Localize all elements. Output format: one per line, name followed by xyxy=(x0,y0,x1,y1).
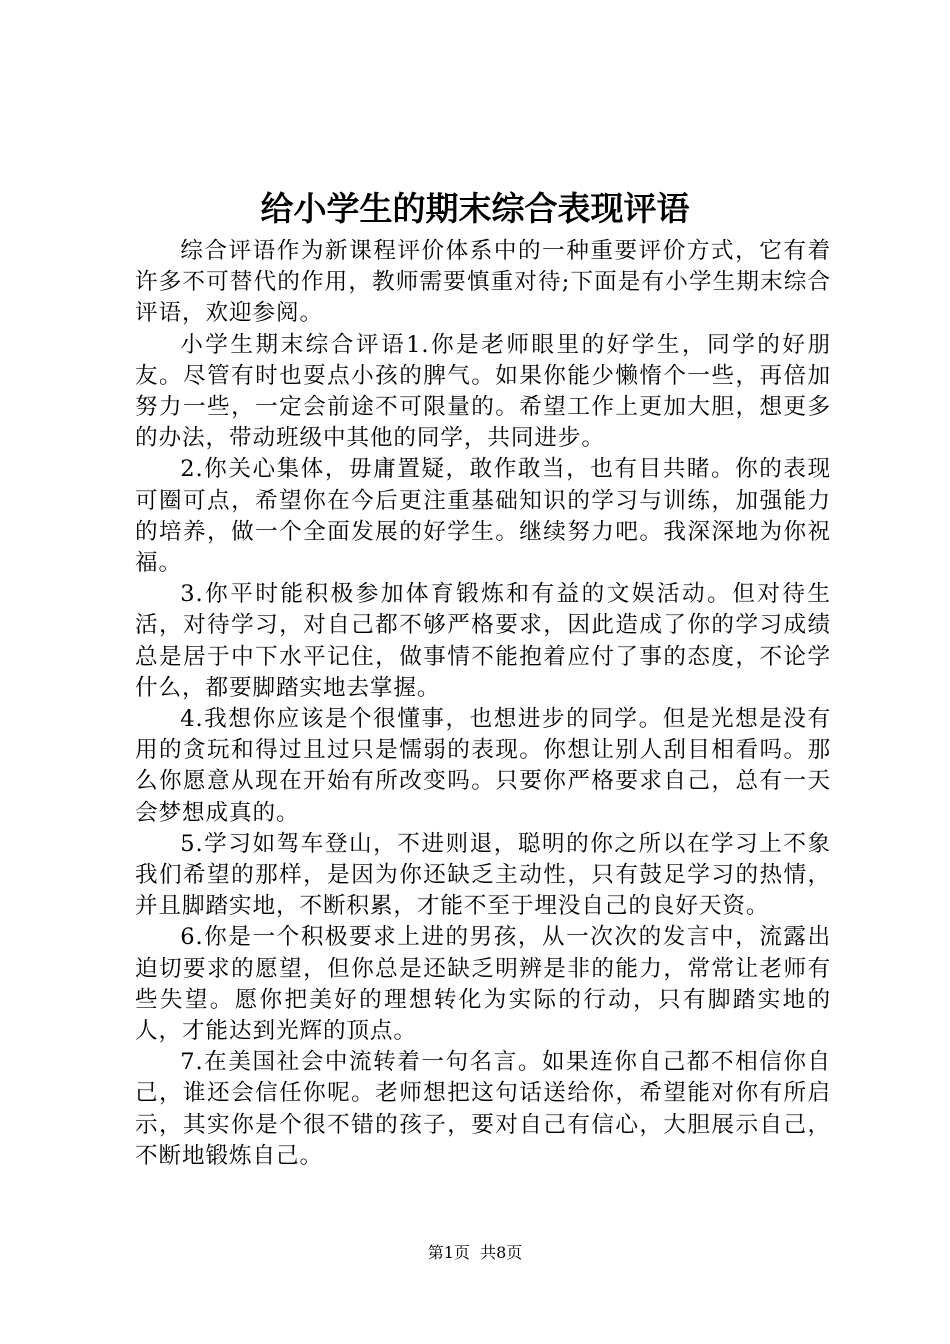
paragraph-comment-7: 7.在美国社会中流转着一句名言。如果连你自己都不相信你自己，谁还会信任你呢。老师想把这句话送给你，希望能对你有所启示，其实你是个很不错的孩子，要对自己有信心，大胆展示自己，不断地锻炼自己。 xyxy=(135,1049,831,1169)
paragraph-comment-4: 4.我想你应该是个很懂事，也想进步的同学。但是光想是没有用的贪玩和得过且过只是懦弱的表现。你想让别人刮目相看吗。那么你愿意从现在开始有所改变吗。只要你严格要求自己，总有一天会梦想成真的。 xyxy=(135,706,831,826)
document-body xyxy=(135,236,831,1172)
paragraph-comment-2: 2.你关心集体，毋庸置疑，敢作敢当，也有目共睹。你的表现可圈可点，希望你在今后更注重基础知识的学习与训练，加强能力的培养，做一个全面发展的好学生。继续努力吧。我深深地为你祝福。 xyxy=(135,456,831,577)
paragraph-comment-5: 5.学习如驾车登山，不进则退，聪明的你之所以在学习上不象我们希望的那样，是因为你还缺乏主动性，只有鼓足学习的热情，并且脚踏实地，不断积累，才能不至于埋没自己的良好天资。 xyxy=(135,830,831,920)
paragraph-intro: 综合评语作为新课程评价体系中的一种重要评价方式，它有着许多不可替代的作用，教师需要慎重对待;下面是有小学生期末综合评语，欢迎参阅。 xyxy=(135,238,831,327)
paragraph-comment-1: 小学生期末综合评语1.你是老师眼里的好学生，同学的好朋友。尽管有时也耍点小孩的脾气。如果你能少懒惰个一些，再倍加努力一些，一定会前途不可限量的。希望工作上更加大胆，想更多的办法，带动班级中其他的同学，共同进步。 xyxy=(135,331,831,452)
paragraph-comment-6: 6.你是一个积极要求上进的男孩，从一次次的发言中，流露出迫切要求的愿望，但你总是还缺乏明辨是非的能力，常常让老师有些失望。愿你把美好的理想转化为实际的行动，只有脚踏实地的人，才能达到光辉的顶点。 xyxy=(135,924,831,1045)
document-title: 给小学生的期末综合表现评语 xyxy=(260,189,690,228)
page-footer: 第1页 共8页 xyxy=(427,1243,523,1262)
paragraph-comment-3: 3.你平时能积极参加体育锻炼和有益的文娱活动。但对待生活，对待学习，对自己都不够严格要求，因此造成了你的学习成绩总是居于中下水平记住，做事情不能抱着应付了事的态度，不论学什么，都要脚踏实地去掌握。 xyxy=(135,581,831,701)
